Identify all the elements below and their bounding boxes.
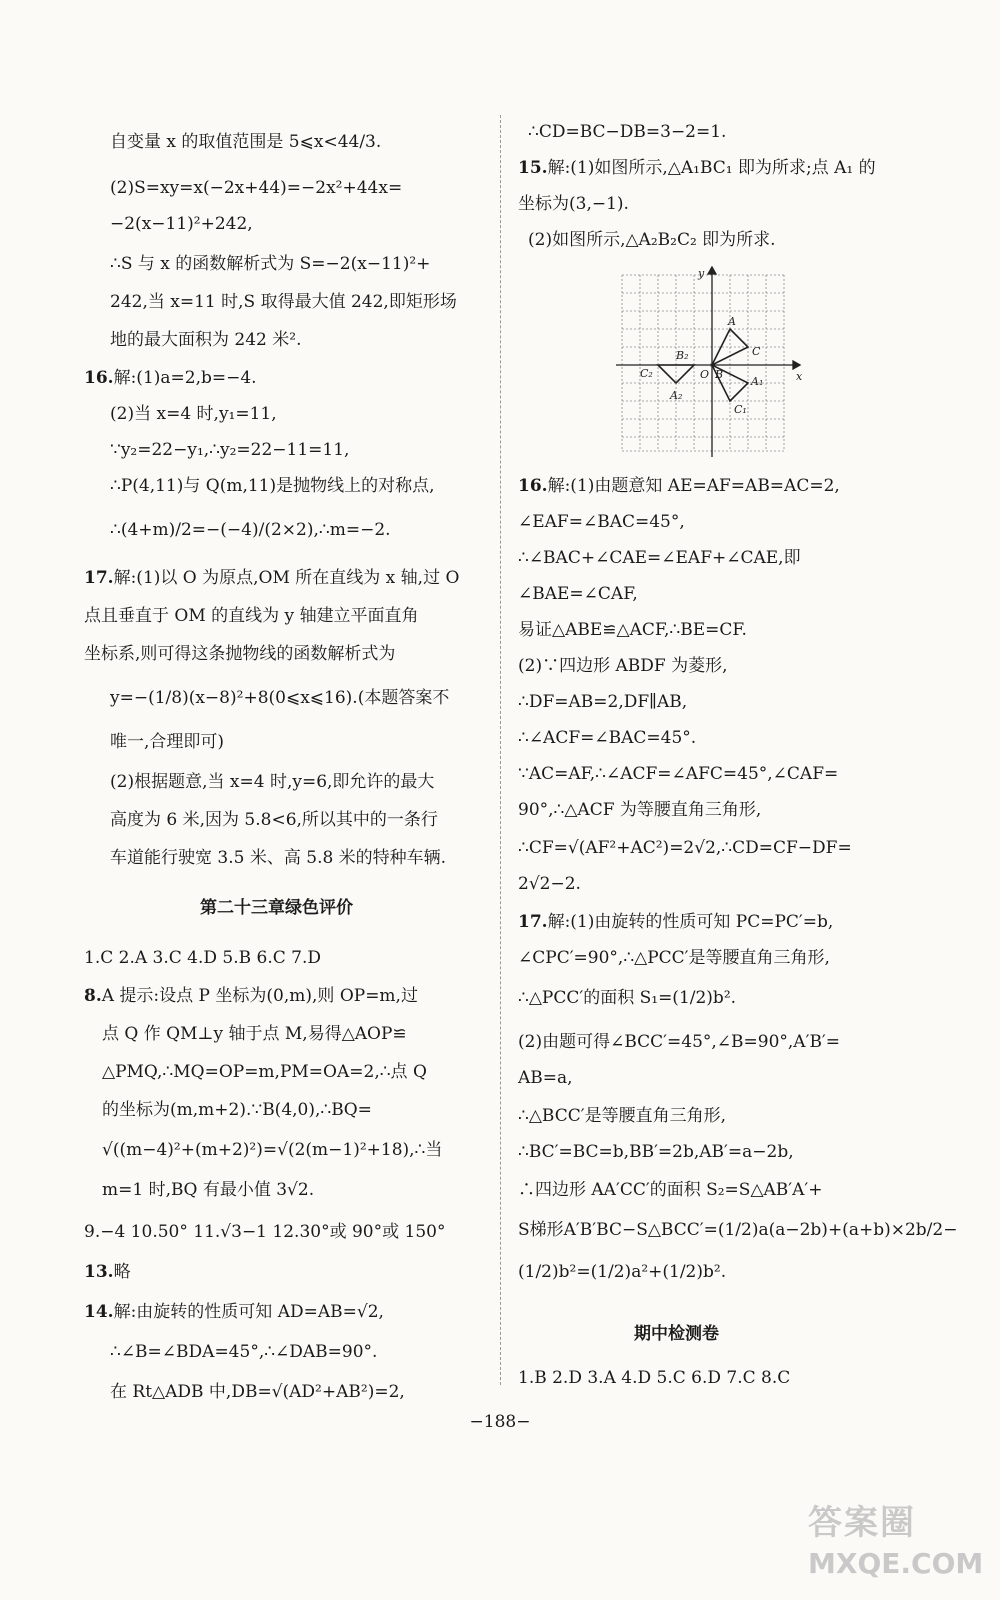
- text-line: [518, 1366, 790, 1390]
- text-line: [84, 1220, 445, 1244]
- text-line: [84, 1260, 131, 1284]
- watermark-url: MXQE.COM: [808, 1547, 984, 1580]
- text-line: [102, 1022, 407, 1046]
- text-line: [110, 474, 435, 498]
- text-line: [84, 984, 418, 1008]
- text-line: [518, 1260, 726, 1284]
- line-text: ∠BAE=∠CAF,: [518, 584, 638, 604]
- text-line: [110, 686, 449, 710]
- text-line: [84, 366, 257, 390]
- text-line: [110, 1340, 377, 1364]
- line-text: 解:由旋转的性质可知 AD=AB=√2,: [113, 1302, 384, 1322]
- line-text: √((m−4)²+(m+2)²)=√(2(m−1)²+18),∴当: [102, 1140, 443, 1160]
- line-text: ∴∠BAC+∠CAE=∠EAF+∠CAE,即: [518, 548, 801, 568]
- label-a1: A₁: [751, 375, 764, 388]
- text-line: [110, 176, 402, 200]
- line-text: 242,当 x=11 时,S 取得最大值 242,即矩形场: [110, 292, 457, 312]
- axes: [616, 267, 800, 457]
- text-line: [518, 946, 830, 970]
- question-number: 16.: [518, 476, 548, 496]
- text-line: [518, 546, 801, 570]
- text-line: [102, 1178, 314, 1202]
- text-line: [528, 228, 776, 252]
- line-text: ∴DF=AB=2,DF∥AB,: [518, 692, 688, 712]
- line-text: ∴CF=√(AF²+AC²)=2√2,∴CD=CF−DF=: [518, 838, 852, 858]
- text-line: [518, 654, 728, 678]
- line-text: 易证△ABE≌△ACF,∴BE=CF.: [518, 620, 747, 640]
- text-line: [518, 1104, 726, 1128]
- line-text: ∴CD=BC−DB=3−2=1.: [528, 122, 727, 142]
- text-line: [110, 808, 438, 832]
- line-text: ∴△PCC′的面积 S₁=(1/2)b².: [518, 988, 737, 1008]
- line-text: 1.C 2.A 3.C 4.D 5.B 6.C 7.D: [84, 948, 322, 968]
- question-number: 8.: [84, 986, 102, 1006]
- line-text: ∵y₂=22−y₁,∴y₂=22−11=11,: [110, 440, 350, 460]
- line-text: 9.−4 10.50° 11.√3−1 12.30°或 90°或 150°: [84, 1222, 446, 1242]
- text-line: [518, 798, 761, 822]
- line-text: 在 Rt△ADB 中,DB=√(AD²+AB²)=2,: [110, 1382, 405, 1402]
- line-text: 点 Q 作 QM⊥y 轴于点 M,易得△AOP≌: [102, 1024, 407, 1044]
- line-text: 自变量 x 的取值范围是 5⩽x<44/3.: [110, 132, 382, 152]
- line-text: ∴BC′=BC=b,BB′=2b,AB′=a−2b,: [518, 1142, 794, 1162]
- text-line: [518, 726, 696, 750]
- line-text: 点且垂直于 OM 的直线为 y 轴建立平面直角: [84, 606, 419, 626]
- line-text: 坐标系,则可得这条抛物线的函数解析式为: [84, 644, 396, 664]
- text-line: [518, 156, 876, 180]
- question-number: 13.: [84, 1262, 114, 1282]
- label-o: O: [700, 368, 710, 381]
- line-text: 高度为 6 米,因为 5.8<6,所以其中的一条行: [110, 810, 438, 830]
- text-line: [102, 1060, 427, 1084]
- line-text: 唯一,合理即可): [110, 732, 225, 752]
- question-number: 17.: [518, 912, 548, 932]
- text-line: [110, 438, 349, 462]
- watermark: [808, 1495, 983, 1590]
- label-b2: B₂: [676, 349, 689, 362]
- text-line: [518, 762, 838, 786]
- line-text: 解:(1)a=2,b=−4.: [113, 368, 257, 388]
- line-text: ∴(4+m)/2=−(−4)/(2×2),∴m=−2.: [110, 520, 391, 540]
- text-line: [110, 1380, 405, 1404]
- line-text: 1.B 2.D 3.A 4.D 5.C 6.D 7.C 8.C: [518, 1368, 791, 1388]
- question-number: 14.: [84, 1302, 114, 1322]
- text-line: [518, 690, 687, 714]
- line-text: −2(x−11)²+242,: [110, 214, 253, 234]
- line-text: 地的最大面积为 242 米².: [110, 330, 302, 350]
- line-text: (2)如图所示,△A₂B₂C₂ 即为所求.: [528, 230, 776, 250]
- text-line: [102, 1138, 442, 1162]
- text-line: [84, 946, 321, 970]
- label-x-axis: x: [796, 370, 803, 383]
- line-text: A 提示:设点 P 坐标为(0,m),则 OP=m,过: [101, 986, 418, 1006]
- line-text: ∴四边形 AA′CC′的面积 S₂=S△AB′A′+: [518, 1180, 823, 1200]
- line-text: 解:(1)以 O 为原点,OM 所在直线为 x 轴,过 O: [113, 568, 460, 588]
- text-line: [518, 1140, 794, 1164]
- question-number: 15.: [518, 158, 548, 178]
- text-line: [110, 730, 224, 754]
- line-text: 2√2−2.: [518, 874, 581, 894]
- line-text: S梯形A′B′BC−S△BCC′=(1/2)a(a−2b)+(a+b)×2b/2−: [518, 1220, 958, 1240]
- page-number: −188−: [469, 1412, 531, 1432]
- line-text: (2)当 x=4 时,y₁=11,: [110, 404, 277, 424]
- text-line: [518, 1218, 957, 1242]
- line-text: 的坐标为(m,m+2).∵B(4,0),∴BQ=: [102, 1100, 372, 1120]
- line-text: 解:(1)如图所示,△A₁BC₁ 即为所求;点 A₁ 的: [547, 158, 876, 178]
- text-line: [110, 212, 253, 236]
- line-text: (1/2)b²=(1/2)a²+(1/2)b².: [518, 1262, 727, 1282]
- text-line: [518, 986, 736, 1010]
- text-line: [84, 566, 459, 590]
- label-a2: A₂: [670, 389, 683, 402]
- question-number: 17.: [84, 568, 114, 588]
- line-text: (2)∵四边形 ABDF 为菱形,: [518, 656, 728, 676]
- text-line: [84, 604, 419, 628]
- text-line: [518, 510, 685, 534]
- label-c: C: [752, 345, 761, 358]
- text-line: [110, 402, 277, 426]
- label-c1: C₁: [734, 403, 747, 416]
- text-line: [528, 120, 726, 144]
- text-line: [84, 642, 395, 666]
- section-heading: 期中检测卷: [634, 1324, 719, 1344]
- text-line: [518, 1030, 840, 1054]
- line-text: m=1 时,BQ 有最小值 3√2.: [102, 1180, 315, 1200]
- line-text: ∴△BCC′是等腰直角三角形,: [518, 1106, 726, 1126]
- label-a: A: [728, 315, 736, 328]
- figure-labels: [640, 267, 803, 416]
- text-line: [102, 1098, 372, 1122]
- grid-lines: [622, 275, 784, 451]
- text-line: [110, 290, 457, 314]
- question-number: 16.: [84, 368, 114, 388]
- line-text: 90°,∴△ACF 为等腰直角三角形,: [518, 800, 762, 820]
- section-heading: 第二十三章绿色评价: [200, 898, 353, 918]
- line-text: ∴∠B=∠BDA=45°,∴∠DAB=90°.: [110, 1342, 378, 1362]
- label-y-axis: y: [698, 267, 705, 280]
- text-line: [518, 1178, 823, 1202]
- line-text: 坐标为(3,−1).: [518, 194, 629, 214]
- coordinate-grid-figure: [612, 265, 812, 461]
- label-b: B: [715, 368, 724, 381]
- line-text: (2)根据题意,当 x=4 时,y=6,即允许的最大: [110, 772, 435, 792]
- line-text: ∴P(4,11)与 Q(m,11)是抛物线上的对称点,: [110, 476, 435, 496]
- line-text: y=−(1/8)(x−8)²+8(0⩽x⩽16).(本题答案不: [110, 688, 450, 708]
- line-text: 略: [113, 1262, 131, 1282]
- label-c2: C₂: [640, 367, 653, 380]
- text-line: [110, 518, 391, 542]
- text-line: [518, 910, 833, 934]
- text-line: [518, 582, 638, 606]
- text-line: [518, 474, 840, 498]
- line-text: ∠EAF=∠BAC=45°,: [518, 512, 685, 532]
- text-line: [84, 1300, 384, 1324]
- text-line: [518, 192, 629, 216]
- text-line: [110, 130, 381, 154]
- line-text: 车道能行驶宽 3.5 米、高 5.8 米的特种车辆.: [110, 848, 447, 868]
- line-text: ∴∠ACF=∠BAC=45°.: [518, 728, 697, 748]
- line-text: (2)S=xy=x(−2x+44)=−2x²+44x=: [110, 178, 403, 198]
- line-text: 解:(1)由旋转的性质可知 PC=PC′=b,: [547, 912, 834, 932]
- text-line: [518, 618, 747, 642]
- text-line: [110, 252, 430, 276]
- line-text: 解:(1)由题意知 AE=AF=AB=AC=2,: [547, 476, 840, 496]
- text-line: [110, 770, 434, 794]
- line-text: ∴S 与 x 的函数解析式为 S=−2(x−11)²+: [110, 254, 431, 274]
- line-text: △PMQ,∴MQ=OP=m,PM=OA=2,∴点 Q: [102, 1062, 427, 1082]
- watermark-logo-text: 答案圈: [808, 1503, 916, 1543]
- text-line: [518, 1066, 573, 1090]
- text-line: [110, 328, 301, 352]
- line-text: (2)由题可得∠BCC′=45°,∠B=90°,A′B′=: [518, 1032, 841, 1052]
- line-text: ∠CPC′=90°,∴△PCC′是等腰直角三角形,: [518, 948, 830, 968]
- text-line: [110, 846, 446, 870]
- column-divider: [500, 115, 501, 1385]
- line-text: AB=a,: [518, 1068, 573, 1088]
- text-line: [518, 872, 581, 896]
- line-text: ∵AC=AF,∴∠ACF=∠AFC=45°,∠CAF=: [518, 764, 839, 784]
- text-line: [518, 836, 852, 860]
